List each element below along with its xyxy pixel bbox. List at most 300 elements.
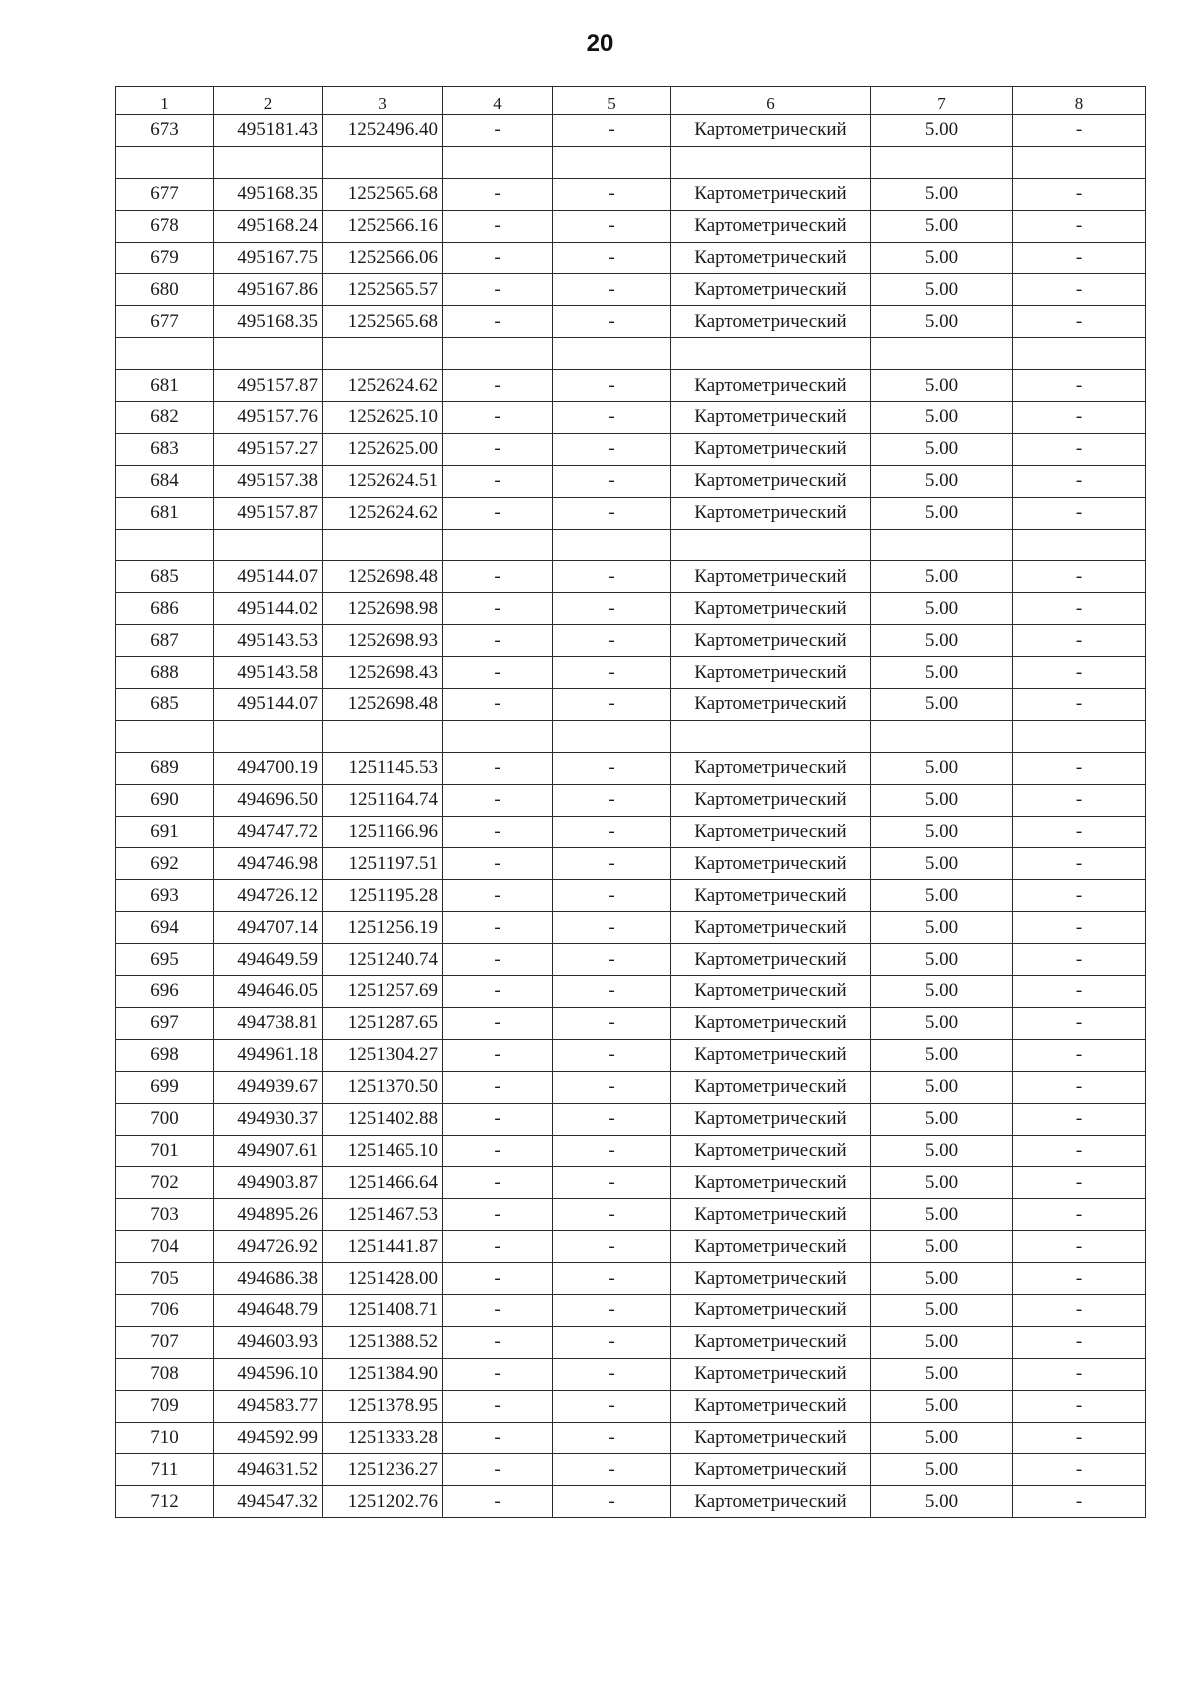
- y-coordinate-cell: [323, 529, 443, 561]
- x-coordinate-cell: 494895.26: [214, 1199, 323, 1231]
- column-header-4: 4: [443, 87, 553, 115]
- method-cell: Картометрический: [671, 1294, 871, 1326]
- col8-cell: [1013, 720, 1146, 752]
- col8-cell: -: [1013, 593, 1146, 625]
- method-cell: Картометрический: [671, 848, 871, 880]
- x-coordinate-cell: 495157.38: [214, 465, 323, 497]
- col8-cell: -: [1013, 816, 1146, 848]
- col5-cell: -: [553, 115, 671, 147]
- col5-cell: -: [553, 1039, 671, 1071]
- x-coordinate-cell: 494596.10: [214, 1358, 323, 1390]
- col5-cell: -: [553, 402, 671, 434]
- table-row: [116, 880, 1146, 912]
- col8-cell: -: [1013, 912, 1146, 944]
- col4-cell: -: [443, 1167, 553, 1199]
- method-cell: Картометрический: [671, 178, 871, 210]
- x-coordinate-cell: 495168.24: [214, 210, 323, 242]
- separator-row: [116, 146, 1146, 178]
- col4-cell: -: [443, 944, 553, 976]
- col5-cell: [553, 720, 671, 752]
- col5-cell: -: [553, 752, 671, 784]
- point-number-cell: 688: [116, 657, 214, 689]
- column-header-3: 3: [323, 87, 443, 115]
- accuracy-cell: 5.00: [871, 657, 1013, 689]
- col4-cell: -: [443, 1486, 553, 1518]
- col4-cell: [443, 529, 553, 561]
- col5-cell: -: [553, 497, 671, 529]
- col5-cell: -: [553, 880, 671, 912]
- method-cell: Картометрический: [671, 944, 871, 976]
- col5-cell: -: [553, 1167, 671, 1199]
- col4-cell: -: [443, 210, 553, 242]
- table-row: [116, 465, 1146, 497]
- col8-cell: -: [1013, 1358, 1146, 1390]
- y-coordinate-cell: 1252566.16: [323, 210, 443, 242]
- col8-cell: -: [1013, 274, 1146, 306]
- table-row: [116, 1135, 1146, 1167]
- x-coordinate-cell: 494700.19: [214, 752, 323, 784]
- col4-cell: -: [443, 1135, 553, 1167]
- table-row: [116, 402, 1146, 434]
- accuracy-cell: 5.00: [871, 1326, 1013, 1358]
- accuracy-cell: 5.00: [871, 402, 1013, 434]
- x-coordinate-cell: 495168.35: [214, 178, 323, 210]
- table-row: [116, 1390, 1146, 1422]
- point-number-cell: [116, 720, 214, 752]
- col5-cell: -: [553, 1231, 671, 1263]
- y-coordinate-cell: 1251287.65: [323, 1007, 443, 1039]
- y-coordinate-cell: 1252698.48: [323, 689, 443, 721]
- point-number-cell: 712: [116, 1486, 214, 1518]
- point-number-cell: 681: [116, 370, 214, 402]
- col8-cell: -: [1013, 433, 1146, 465]
- y-coordinate-cell: 1252625.00: [323, 433, 443, 465]
- table-row: [116, 306, 1146, 338]
- x-coordinate-cell: 494907.61: [214, 1135, 323, 1167]
- method-cell: Картометрический: [671, 1199, 871, 1231]
- point-number-cell: 679: [116, 242, 214, 274]
- col8-cell: -: [1013, 1454, 1146, 1486]
- accuracy-cell: 5.00: [871, 689, 1013, 721]
- header-row: [116, 87, 1146, 115]
- method-cell: Картометрический: [671, 1486, 871, 1518]
- y-coordinate-cell: 1251333.28: [323, 1422, 443, 1454]
- col5-cell: -: [553, 657, 671, 689]
- col5-cell: [553, 146, 671, 178]
- point-number-cell: [116, 146, 214, 178]
- table-row: [116, 689, 1146, 721]
- col5-cell: -: [553, 1326, 671, 1358]
- accuracy-cell: 5.00: [871, 1390, 1013, 1422]
- point-number-cell: 685: [116, 561, 214, 593]
- col5-cell: -: [553, 306, 671, 338]
- x-coordinate-cell: 495157.87: [214, 497, 323, 529]
- x-coordinate-cell: 495181.43: [214, 115, 323, 147]
- y-coordinate-cell: 1252625.10: [323, 402, 443, 434]
- point-number-cell: [116, 529, 214, 561]
- col4-cell: -: [443, 1263, 553, 1295]
- accuracy-cell: 5.00: [871, 848, 1013, 880]
- accuracy-cell: 5.00: [871, 880, 1013, 912]
- method-cell: Картометрический: [671, 1071, 871, 1103]
- point-number-cell: 704: [116, 1231, 214, 1263]
- column-header-2: 2: [214, 87, 323, 115]
- accuracy-cell: 5.00: [871, 1231, 1013, 1263]
- col5-cell: -: [553, 593, 671, 625]
- y-coordinate-cell: 1252565.68: [323, 306, 443, 338]
- col5-cell: -: [553, 1135, 671, 1167]
- col4-cell: -: [443, 593, 553, 625]
- accuracy-cell: 5.00: [871, 625, 1013, 657]
- col4-cell: -: [443, 402, 553, 434]
- col5-cell: -: [553, 1358, 671, 1390]
- accuracy-cell: 5.00: [871, 1294, 1013, 1326]
- point-number-cell: 709: [116, 1390, 214, 1422]
- x-coordinate-cell: 495168.35: [214, 306, 323, 338]
- col4-cell: -: [443, 1039, 553, 1071]
- x-coordinate-cell: 495157.27: [214, 433, 323, 465]
- point-number-cell: 673: [116, 115, 214, 147]
- point-number-cell: 698: [116, 1039, 214, 1071]
- accuracy-cell: 5.00: [871, 1263, 1013, 1295]
- col8-cell: -: [1013, 1422, 1146, 1454]
- method-cell: Картометрический: [671, 657, 871, 689]
- method-cell: Картометрический: [671, 561, 871, 593]
- col5-cell: -: [553, 1390, 671, 1422]
- method-cell: Картометрический: [671, 465, 871, 497]
- table-row: [116, 848, 1146, 880]
- point-number-cell: 690: [116, 784, 214, 816]
- col8-cell: -: [1013, 210, 1146, 242]
- method-cell: Картометрический: [671, 593, 871, 625]
- col8-cell: -: [1013, 1390, 1146, 1422]
- col8-cell: -: [1013, 561, 1146, 593]
- col8-cell: -: [1013, 752, 1146, 784]
- col5-cell: -: [553, 784, 671, 816]
- method-cell: Картометрический: [671, 242, 871, 274]
- col8-cell: -: [1013, 848, 1146, 880]
- col5-cell: -: [553, 210, 671, 242]
- col4-cell: -: [443, 1071, 553, 1103]
- y-coordinate-cell: 1251408.71: [323, 1294, 443, 1326]
- x-coordinate-cell: 494592.99: [214, 1422, 323, 1454]
- col4-cell: -: [443, 1390, 553, 1422]
- x-coordinate-cell: 495167.75: [214, 242, 323, 274]
- table-row: [116, 1454, 1146, 1486]
- col5-cell: -: [553, 178, 671, 210]
- col8-cell: -: [1013, 465, 1146, 497]
- col5-cell: -: [553, 1007, 671, 1039]
- table-row: [116, 976, 1146, 1008]
- method-cell: [671, 146, 871, 178]
- col8-cell: [1013, 529, 1146, 561]
- column-header-5: 5: [553, 87, 671, 115]
- y-coordinate-cell: 1252698.93: [323, 625, 443, 657]
- y-coordinate-cell: 1251428.00: [323, 1263, 443, 1295]
- col4-cell: -: [443, 1103, 553, 1135]
- accuracy-cell: 5.00: [871, 912, 1013, 944]
- col5-cell: -: [553, 274, 671, 306]
- col4-cell: -: [443, 1007, 553, 1039]
- col8-cell: -: [1013, 1263, 1146, 1295]
- point-number-cell: 686: [116, 593, 214, 625]
- accuracy-cell: 5.00: [871, 1071, 1013, 1103]
- accuracy-cell: 5.00: [871, 306, 1013, 338]
- col5-cell: -: [553, 944, 671, 976]
- table-row: [116, 115, 1146, 147]
- col8-cell: -: [1013, 880, 1146, 912]
- col8-cell: -: [1013, 178, 1146, 210]
- col4-cell: -: [443, 848, 553, 880]
- method-cell: Картометрический: [671, 1326, 871, 1358]
- col5-cell: -: [553, 1071, 671, 1103]
- point-number-cell: 695: [116, 944, 214, 976]
- col4-cell: [443, 338, 553, 370]
- col4-cell: -: [443, 976, 553, 1008]
- y-coordinate-cell: 1252624.62: [323, 370, 443, 402]
- point-number-cell: 683: [116, 433, 214, 465]
- x-coordinate-cell: 495144.07: [214, 561, 323, 593]
- accuracy-cell: [871, 720, 1013, 752]
- point-number-cell: 705: [116, 1263, 214, 1295]
- x-coordinate-cell: 495143.58: [214, 657, 323, 689]
- y-coordinate-cell: [323, 338, 443, 370]
- accuracy-cell: 5.00: [871, 976, 1013, 1008]
- method-cell: Картометрический: [671, 689, 871, 721]
- table-row: [116, 752, 1146, 784]
- accuracy-cell: 5.00: [871, 210, 1013, 242]
- table-row: [116, 1263, 1146, 1295]
- column-header-6: 6: [671, 87, 871, 115]
- table-row: [116, 497, 1146, 529]
- col8-cell: -: [1013, 1103, 1146, 1135]
- point-number-cell: 697: [116, 1007, 214, 1039]
- col8-cell: -: [1013, 1071, 1146, 1103]
- method-cell: Картометрический: [671, 1422, 871, 1454]
- point-number-cell: 685: [116, 689, 214, 721]
- col5-cell: -: [553, 625, 671, 657]
- method-cell: Картометрический: [671, 1263, 871, 1295]
- point-number-cell: 677: [116, 178, 214, 210]
- table-row: [116, 1358, 1146, 1390]
- table-row: [116, 242, 1146, 274]
- col5-cell: -: [553, 242, 671, 274]
- col5-cell: [553, 338, 671, 370]
- x-coordinate-cell: 494707.14: [214, 912, 323, 944]
- col4-cell: -: [443, 1422, 553, 1454]
- column-header-7: 7: [871, 87, 1013, 115]
- col5-cell: -: [553, 1294, 671, 1326]
- accuracy-cell: 5.00: [871, 1199, 1013, 1231]
- y-coordinate-cell: 1252624.51: [323, 465, 443, 497]
- separator-row: [116, 338, 1146, 370]
- accuracy-cell: 5.00: [871, 497, 1013, 529]
- table-row: [116, 370, 1146, 402]
- accuracy-cell: 5.00: [871, 1486, 1013, 1518]
- separator-row: [116, 720, 1146, 752]
- col8-cell: -: [1013, 1231, 1146, 1263]
- col8-cell: -: [1013, 1135, 1146, 1167]
- col8-cell: -: [1013, 1167, 1146, 1199]
- accuracy-cell: 5.00: [871, 1103, 1013, 1135]
- y-coordinate-cell: 1251384.90: [323, 1358, 443, 1390]
- col8-cell: -: [1013, 242, 1146, 274]
- x-coordinate-cell: 494648.79: [214, 1294, 323, 1326]
- accuracy-cell: 5.00: [871, 752, 1013, 784]
- col5-cell: -: [553, 1263, 671, 1295]
- col8-cell: -: [1013, 1007, 1146, 1039]
- x-coordinate-cell: [214, 146, 323, 178]
- y-coordinate-cell: 1251465.10: [323, 1135, 443, 1167]
- x-coordinate-cell: 494726.12: [214, 880, 323, 912]
- table-row: [116, 1231, 1146, 1263]
- accuracy-cell: [871, 146, 1013, 178]
- method-cell: Картометрический: [671, 1390, 871, 1422]
- col8-cell: -: [1013, 1326, 1146, 1358]
- x-coordinate-cell: 494649.59: [214, 944, 323, 976]
- method-cell: Картометрический: [671, 210, 871, 242]
- point-number-cell: 682: [116, 402, 214, 434]
- point-number-cell: 678: [116, 210, 214, 242]
- col4-cell: -: [443, 178, 553, 210]
- table-body: [116, 115, 1146, 1518]
- col5-cell: -: [553, 561, 671, 593]
- col8-cell: -: [1013, 497, 1146, 529]
- point-number-cell: 711: [116, 1454, 214, 1486]
- point-number-cell: 692: [116, 848, 214, 880]
- y-coordinate-cell: 1251164.74: [323, 784, 443, 816]
- y-coordinate-cell: [323, 146, 443, 178]
- col4-cell: -: [443, 433, 553, 465]
- col5-cell: -: [553, 976, 671, 1008]
- point-number-cell: 707: [116, 1326, 214, 1358]
- method-cell: Картометрический: [671, 752, 871, 784]
- y-coordinate-cell: 1252565.68: [323, 178, 443, 210]
- col4-cell: -: [443, 816, 553, 848]
- method-cell: Картометрический: [671, 1007, 871, 1039]
- point-number-cell: 703: [116, 1199, 214, 1231]
- point-number-cell: 680: [116, 274, 214, 306]
- col4-cell: -: [443, 625, 553, 657]
- col8-cell: -: [1013, 115, 1146, 147]
- table-row: [116, 784, 1146, 816]
- accuracy-cell: 5.00: [871, 242, 1013, 274]
- y-coordinate-cell: 1251166.96: [323, 816, 443, 848]
- col5-cell: -: [553, 1486, 671, 1518]
- col4-cell: -: [443, 784, 553, 816]
- method-cell: Картометрический: [671, 306, 871, 338]
- table-row: [116, 657, 1146, 689]
- col4-cell: -: [443, 752, 553, 784]
- accuracy-cell: 5.00: [871, 816, 1013, 848]
- table-row: [116, 1167, 1146, 1199]
- x-coordinate-cell: 494686.38: [214, 1263, 323, 1295]
- table-row: [116, 1486, 1146, 1518]
- col8-cell: -: [1013, 1486, 1146, 1518]
- col4-cell: -: [443, 689, 553, 721]
- y-coordinate-cell: 1252496.40: [323, 115, 443, 147]
- page-number: 20: [586, 30, 614, 57]
- y-coordinate-cell: 1251466.64: [323, 1167, 443, 1199]
- y-coordinate-cell: 1251236.27: [323, 1454, 443, 1486]
- method-cell: [671, 338, 871, 370]
- method-cell: Картометрический: [671, 115, 871, 147]
- point-number-cell: 702: [116, 1167, 214, 1199]
- point-number-cell: 710: [116, 1422, 214, 1454]
- method-cell: Картометрический: [671, 274, 871, 306]
- y-coordinate-cell: [323, 720, 443, 752]
- y-coordinate-cell: 1251195.28: [323, 880, 443, 912]
- col4-cell: -: [443, 465, 553, 497]
- col8-cell: -: [1013, 1294, 1146, 1326]
- x-coordinate-cell: 494646.05: [214, 976, 323, 1008]
- col4-cell: -: [443, 274, 553, 306]
- point-number-cell: 677: [116, 306, 214, 338]
- table-row: [116, 1007, 1146, 1039]
- method-cell: [671, 720, 871, 752]
- separator-row: [116, 529, 1146, 561]
- col8-cell: -: [1013, 1039, 1146, 1071]
- x-coordinate-cell: 495167.86: [214, 274, 323, 306]
- y-coordinate-cell: 1252566.06: [323, 242, 443, 274]
- table-row: [116, 561, 1146, 593]
- col8-cell: -: [1013, 689, 1146, 721]
- col8-cell: -: [1013, 370, 1146, 402]
- table-row: [116, 816, 1146, 848]
- method-cell: Картометрический: [671, 880, 871, 912]
- col8-cell: -: [1013, 625, 1146, 657]
- table-row: [116, 1294, 1146, 1326]
- col4-cell: -: [443, 880, 553, 912]
- col5-cell: -: [553, 912, 671, 944]
- col5-cell: -: [553, 1422, 671, 1454]
- col4-cell: -: [443, 1454, 553, 1486]
- y-coordinate-cell: 1251378.95: [323, 1390, 443, 1422]
- point-number-cell: 699: [116, 1071, 214, 1103]
- point-number-cell: 693: [116, 880, 214, 912]
- y-coordinate-cell: 1251145.53: [323, 752, 443, 784]
- point-number-cell: 706: [116, 1294, 214, 1326]
- accuracy-cell: 5.00: [871, 370, 1013, 402]
- column-header-1: 1: [116, 87, 214, 115]
- point-number-cell: 708: [116, 1358, 214, 1390]
- point-number-cell: 696: [116, 976, 214, 1008]
- x-coordinate-cell: 494903.87: [214, 1167, 323, 1199]
- accuracy-cell: 5.00: [871, 465, 1013, 497]
- accuracy-cell: 5.00: [871, 561, 1013, 593]
- col4-cell: -: [443, 306, 553, 338]
- table-row: [116, 1103, 1146, 1135]
- x-coordinate-cell: 494747.72: [214, 816, 323, 848]
- col4-cell: -: [443, 370, 553, 402]
- col5-cell: -: [553, 1199, 671, 1231]
- table-row: [116, 1071, 1146, 1103]
- col8-cell: -: [1013, 402, 1146, 434]
- col8-cell: -: [1013, 976, 1146, 1008]
- point-number-cell: 684: [116, 465, 214, 497]
- x-coordinate-cell: 494603.93: [214, 1326, 323, 1358]
- col8-cell: -: [1013, 1199, 1146, 1231]
- col4-cell: -: [443, 561, 553, 593]
- x-coordinate-cell: 494961.18: [214, 1039, 323, 1071]
- y-coordinate-cell: 1251370.50: [323, 1071, 443, 1103]
- x-coordinate-cell: 495157.87: [214, 370, 323, 402]
- table-row: [116, 1199, 1146, 1231]
- y-coordinate-cell: 1252698.43: [323, 657, 443, 689]
- x-coordinate-cell: 494631.52: [214, 1454, 323, 1486]
- method-cell: Картометрический: [671, 402, 871, 434]
- method-cell: Картометрический: [671, 433, 871, 465]
